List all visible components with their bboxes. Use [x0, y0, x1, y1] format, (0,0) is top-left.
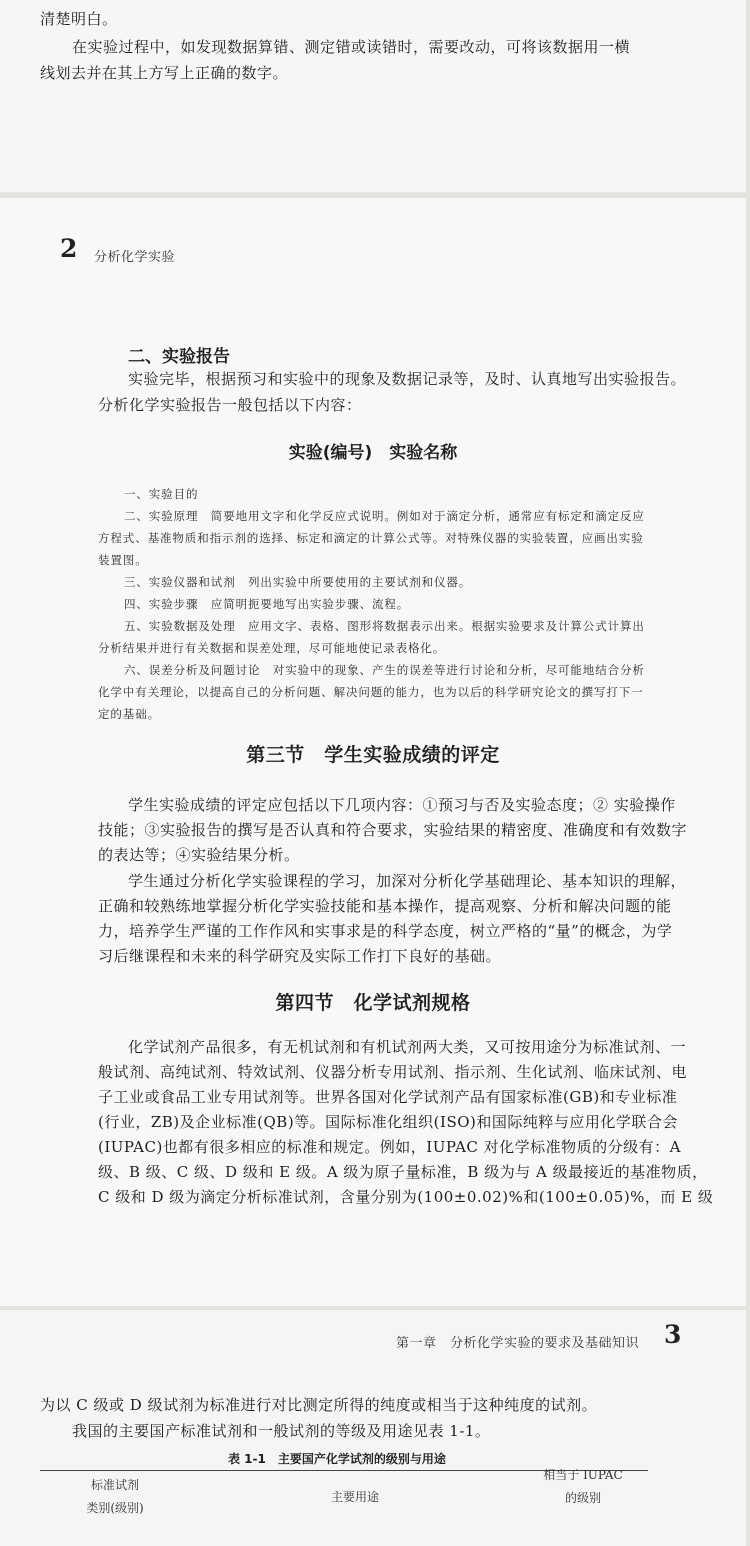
page3-line-1: 为以 C 级或 D 级试剂为标准进行对比测定所得的纯度或相当于这种纯度的试剂。	[40, 1396, 598, 1414]
report-template-heading: 实验(编号) 实验名称	[288, 443, 458, 463]
table-title: 表 1-1 主要国产化学试剂的级别与用途	[228, 1452, 446, 1466]
page1-line-3: 线划去并在其上方写上正确的数字。	[40, 64, 289, 82]
section3-line-6: 力，培养学生严谨的工作作风和实事求是的科学态度，树立严格的“量”的概念，为学	[98, 922, 673, 940]
page-3-fragment	[0, 1310, 746, 1546]
section4-line-6: 级、B 级、C 级、D 级和 E 级。A 级为原子量标准，B 级为与 A 级最接近的基准物质，	[98, 1163, 708, 1181]
report-item-line-10: 化学中有关理论，以提高自己的分析问题、解决问题的能力，也为以后的科学研究论文的撰写打下一	[98, 685, 644, 699]
section3-line-1: 学生实验成绩的评定应包括以下几项内容：①预习与否及实验态度；② 实验操作	[128, 796, 676, 814]
table-header-category	[60, 1474, 170, 1520]
section4-line-4: (行业，ZB)及企业标准(QB)等。国际标准化组织(ISO)和国际纯粹与应用化学联合会	[98, 1113, 678, 1131]
page1-line-2: 在实验过程中，如发现数据算错、测定错或读错时，需要改动，可将该数据用一横	[72, 38, 631, 56]
section-heading-3: 第三节 学生实验成绩的评定	[246, 744, 500, 766]
report-item-line-9: 六、误差分析及问题讨论 对实验中的现象、产生的误差等进行讨论和分析，尽可能地结合分析	[124, 663, 645, 677]
running-head-chapter: 第一章 分析化学实验的要求及基础知识	[396, 1336, 640, 1351]
page-1-fragment	[0, 0, 746, 192]
page-2	[0, 198, 746, 1306]
section4-line-1: 化学试剂产品很多，有无机试剂和有机试剂两大类，又可按用途分为标准试剂、一	[128, 1038, 687, 1056]
report-item-line-6: 四、实验步骤 应简明扼要地写出实验步骤、流程。	[124, 597, 410, 611]
table-header-iupac-line-1: 相当于 IUPAC	[543, 1468, 623, 1482]
report-intro-line-1: 实验完毕，根据预习和实验中的现象及数据记录等，及时、认真地写出实验报告。	[128, 370, 687, 388]
table-header-iupac	[518, 1464, 648, 1510]
report-item-line-8: 分析结果并进行有关数据和误差处理，尽可能地使记录表格化。	[98, 641, 446, 655]
section-title-report: 二、实验报告	[128, 347, 230, 367]
section3-line-7: 习后继课程和未来的科学研究及实际工作打下良好的基础。	[98, 947, 502, 965]
report-item-line-3: 方程式、基准物质和指示剂的选择、标定和滴定的计算公式等。对特殊仪器的实验装置，应画出实验	[98, 531, 644, 545]
report-item-line-7: 五、实验数据及处理 应用文字、表格、图形将数据表示出来。根据实验要求及计算公式计算出	[124, 619, 645, 633]
page1-line-1: 清楚明白。	[40, 10, 118, 28]
report-item-line-11: 定的基础。	[98, 707, 160, 721]
page-number: 2	[60, 234, 78, 263]
page-number-3: 3	[664, 1320, 682, 1349]
table-header-category-line-2: 类别(级别)	[86, 1501, 144, 1515]
section3-line-4: 学生通过分析化学实验课程的学习，加深对分析化学基础理论、基本知识的理解，	[128, 872, 687, 890]
section3-line-5: 正确和较熟练地掌握分析化学实验技能和基本操作，提高观察、分析和解决问题的能	[98, 897, 672, 915]
table-header-category-line-1: 标准试剂	[90, 1478, 139, 1492]
section-heading-4: 第四节 化学试剂规格	[275, 992, 471, 1014]
running-head: 分析化学实验	[94, 250, 176, 265]
report-item-line-4: 装置图。	[98, 553, 148, 567]
table-header-usage: 主要用途	[330, 1490, 379, 1504]
section4-line-2: 般试剂、高纯试剂、特效试剂、仪器分析专用试剂、指示剂、生化试剂、临床试剂、电	[98, 1063, 688, 1081]
section4-line-7: C 级和 D 级为滴定分析标准试剂，含量分别为(100±0.02)%和(100±0.05)%，而 E 级	[98, 1188, 714, 1206]
report-item-line-2: 二、实验原理 简要地用文字和化学反应式说明。例如对于滴定分析，通常应有标定和滴定反应	[124, 509, 645, 523]
section3-line-3: 的表达等；④实验结果分析。	[98, 846, 300, 864]
section4-line-5: (IUPAC)也都有很多相应的标准和规定。例如，IUPAC 对化学标准物质的分级有：A	[98, 1138, 681, 1156]
section3-line-2: 技能；③实验报告的撰写是否认真和符合要求，实验结果的精密度、准确度和有效数字	[98, 821, 688, 839]
report-item-line-5: 三、实验仪器和试剂 列出实验中所要使用的主要试剂和仪器。	[124, 575, 472, 589]
table-header-iupac-line-2: 的级别	[564, 1491, 601, 1505]
report-item-line-1: 一、实验目的	[124, 487, 199, 501]
report-intro-line-2: 分析化学实验报告一般包括以下内容：	[98, 396, 362, 414]
page3-line-2: 我国的主要国产标准试剂和一般试剂的等级及用途见表 1-1。	[72, 1422, 491, 1440]
section4-line-3: 子工业或食品工业专用试剂等。世界各国对化学试剂产品有国家标准(GB)和专业标准	[98, 1088, 678, 1106]
